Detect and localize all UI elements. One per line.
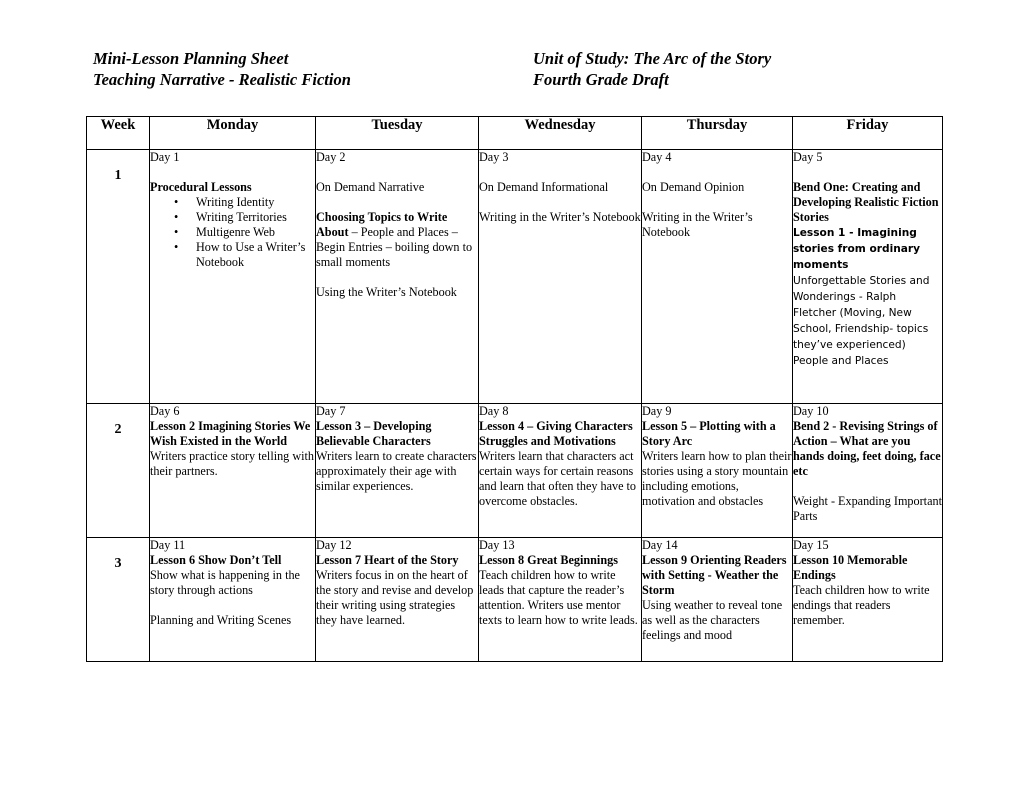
col-tuesday: Tuesday <box>316 117 479 150</box>
list-item: • Writing Identity <box>196 195 315 210</box>
lesson-text: Teach children how to write leads that capture the reader’s attention. Writers use mentor texts to learn how to write leads. <box>479 568 638 627</box>
lesson-text: Writers learn how to plan their stories using a story mountain including emotions, motivation and obstacles <box>642 449 792 508</box>
lesson-text: Writing in the Writer’s Notebook <box>479 210 641 224</box>
day-label: Day 3 <box>479 150 509 164</box>
week-number: 3 <box>87 538 150 662</box>
list-item: • Multigenre Web <box>196 225 315 240</box>
day-label: Day 13 <box>479 538 515 552</box>
planning-table <box>86 116 943 662</box>
lesson-text: Writers focus in on the heart of the story and revise and develop their writing using strategies they have learned. <box>316 568 474 627</box>
day-label: Day 5 <box>793 150 823 164</box>
list-item: • Writing Territories <box>196 210 315 225</box>
day-label: Day 8 <box>479 404 509 418</box>
day-cell <box>316 538 479 662</box>
col-week: Week <box>87 117 150 150</box>
sheet-title: Mini-Lesson Planning Sheet <box>93 49 289 68</box>
day-cell <box>150 404 316 538</box>
day-cell <box>150 150 316 404</box>
lesson-title: Lesson 8 Great Beginnings <box>479 553 618 567</box>
lesson-text: On Demand Informational <box>479 180 609 194</box>
lesson-text: Teach children how to write endings that readers remember. <box>793 583 930 627</box>
lesson-title: Lesson 7 Heart of the Story <box>316 553 459 567</box>
day-cell <box>793 150 943 404</box>
lesson-text: Writers practice story telling with their partners. <box>150 449 314 478</box>
lesson-text: People and Places <box>793 355 889 367</box>
lesson-detail: – People and Places – Begin Entries – boiling down to small moments <box>316 225 473 269</box>
day-cell <box>642 404 793 538</box>
day-label: Day 14 <box>642 538 678 552</box>
day-cell <box>479 404 642 538</box>
table-row-week-2 <box>87 404 943 538</box>
list-item: • How to Use a Writer’s Notebook <box>196 240 315 270</box>
lesson-text <box>316 210 478 270</box>
lesson-text: Using weather to reveal tone as well as the characters feelings and mood <box>642 598 783 642</box>
lesson-title: Lesson 2 Imagining Stories We Wish Existed in the World <box>150 419 311 448</box>
day-label: Day 15 <box>793 538 829 552</box>
lesson-text: On Demand Narrative <box>316 180 425 194</box>
header-right <box>533 48 771 90</box>
day-label: Day 11 <box>150 538 186 552</box>
lesson-text: Writers learn to create characters approximately their age with similar experiences. <box>316 449 477 493</box>
lesson-text: Writing in the Writer’s Notebook <box>642 210 753 239</box>
lesson-title: Choosing Topics to Write About <box>316 210 448 239</box>
col-thursday: Thursday <box>642 117 793 150</box>
day-cell <box>150 538 316 662</box>
table-row-week-1 <box>87 150 943 404</box>
day-cell <box>642 150 793 404</box>
day-cell <box>479 538 642 662</box>
lesson-title: Lesson 4 – Giving Characters Struggles and Motivations <box>479 419 633 448</box>
lesson-title: Lesson 1 - Imagining stories from ordinary moments <box>793 227 921 271</box>
day-label: Day 9 <box>642 404 672 418</box>
col-wednesday: Wednesday <box>479 117 642 150</box>
day-cell <box>316 404 479 538</box>
lesson-text: On Demand Opinion <box>642 180 745 194</box>
bullet-list <box>150 195 315 270</box>
sheet-subtitle: Teaching Narrative - Realistic Fiction <box>93 70 351 89</box>
table-row-week-3 <box>87 538 943 662</box>
day-cell <box>793 404 943 538</box>
lesson-text: Show what is happening in the story through actions <box>150 568 300 597</box>
col-friday: Friday <box>793 117 943 150</box>
lesson-title: Lesson 9 Orienting Readers with Setting - Weather the Storm <box>642 553 787 597</box>
day-label: Day 6 <box>150 404 180 418</box>
lesson-title: Procedural Lessons <box>150 180 252 194</box>
day-label: Day 2 <box>316 150 346 164</box>
lesson-title: Lesson 3 – Developing Believable Characters <box>316 419 432 448</box>
day-label: Day 10 <box>793 404 829 418</box>
lesson-text: Weight - Expanding Important Parts <box>793 494 942 523</box>
week-number: 1 <box>87 150 150 404</box>
week-number: 2 <box>87 404 150 538</box>
lesson-title: Lesson 6 Show Don’t Tell <box>150 553 282 567</box>
day-label: Day 1 <box>150 150 180 164</box>
day-cell <box>642 538 793 662</box>
lesson-title: Bend 2 - Revising Strings of Action – What are you hands doing, feet doing, face etc <box>793 419 941 478</box>
lesson-title: Lesson 5 – Plotting with a Story Arc <box>642 419 776 448</box>
lesson-text: Using the Writer’s Notebook <box>316 285 457 299</box>
day-label: Day 12 <box>316 538 352 552</box>
lesson-text: Writers learn that characters act certain ways for certain reasons and learn that often they have to overcome obstacles. <box>479 449 637 508</box>
grade-draft: Fourth Grade Draft <box>533 70 669 89</box>
col-monday: Monday <box>150 117 316 150</box>
lesson-text: Unforgettable Stories and Wonderings - Ralph Fletcher (Moving, New School, Friendship- topics they’ve experienced) <box>793 275 930 351</box>
bend-title: Bend One: Creating and Developing Realistic Fiction Stories <box>793 180 939 224</box>
lesson-title: Lesson 10 Memorable Endings <box>793 553 908 582</box>
lesson-text: Planning and Writing Scenes <box>150 613 292 627</box>
unit-of-study: Unit of Study: The Arc of the Story <box>533 49 772 68</box>
table-header-row <box>87 117 943 150</box>
day-cell <box>479 150 642 404</box>
day-label: Day 7 <box>316 404 346 418</box>
day-label: Day 4 <box>642 150 672 164</box>
day-cell <box>793 538 943 662</box>
day-cell <box>316 150 479 404</box>
header-left <box>93 48 351 90</box>
